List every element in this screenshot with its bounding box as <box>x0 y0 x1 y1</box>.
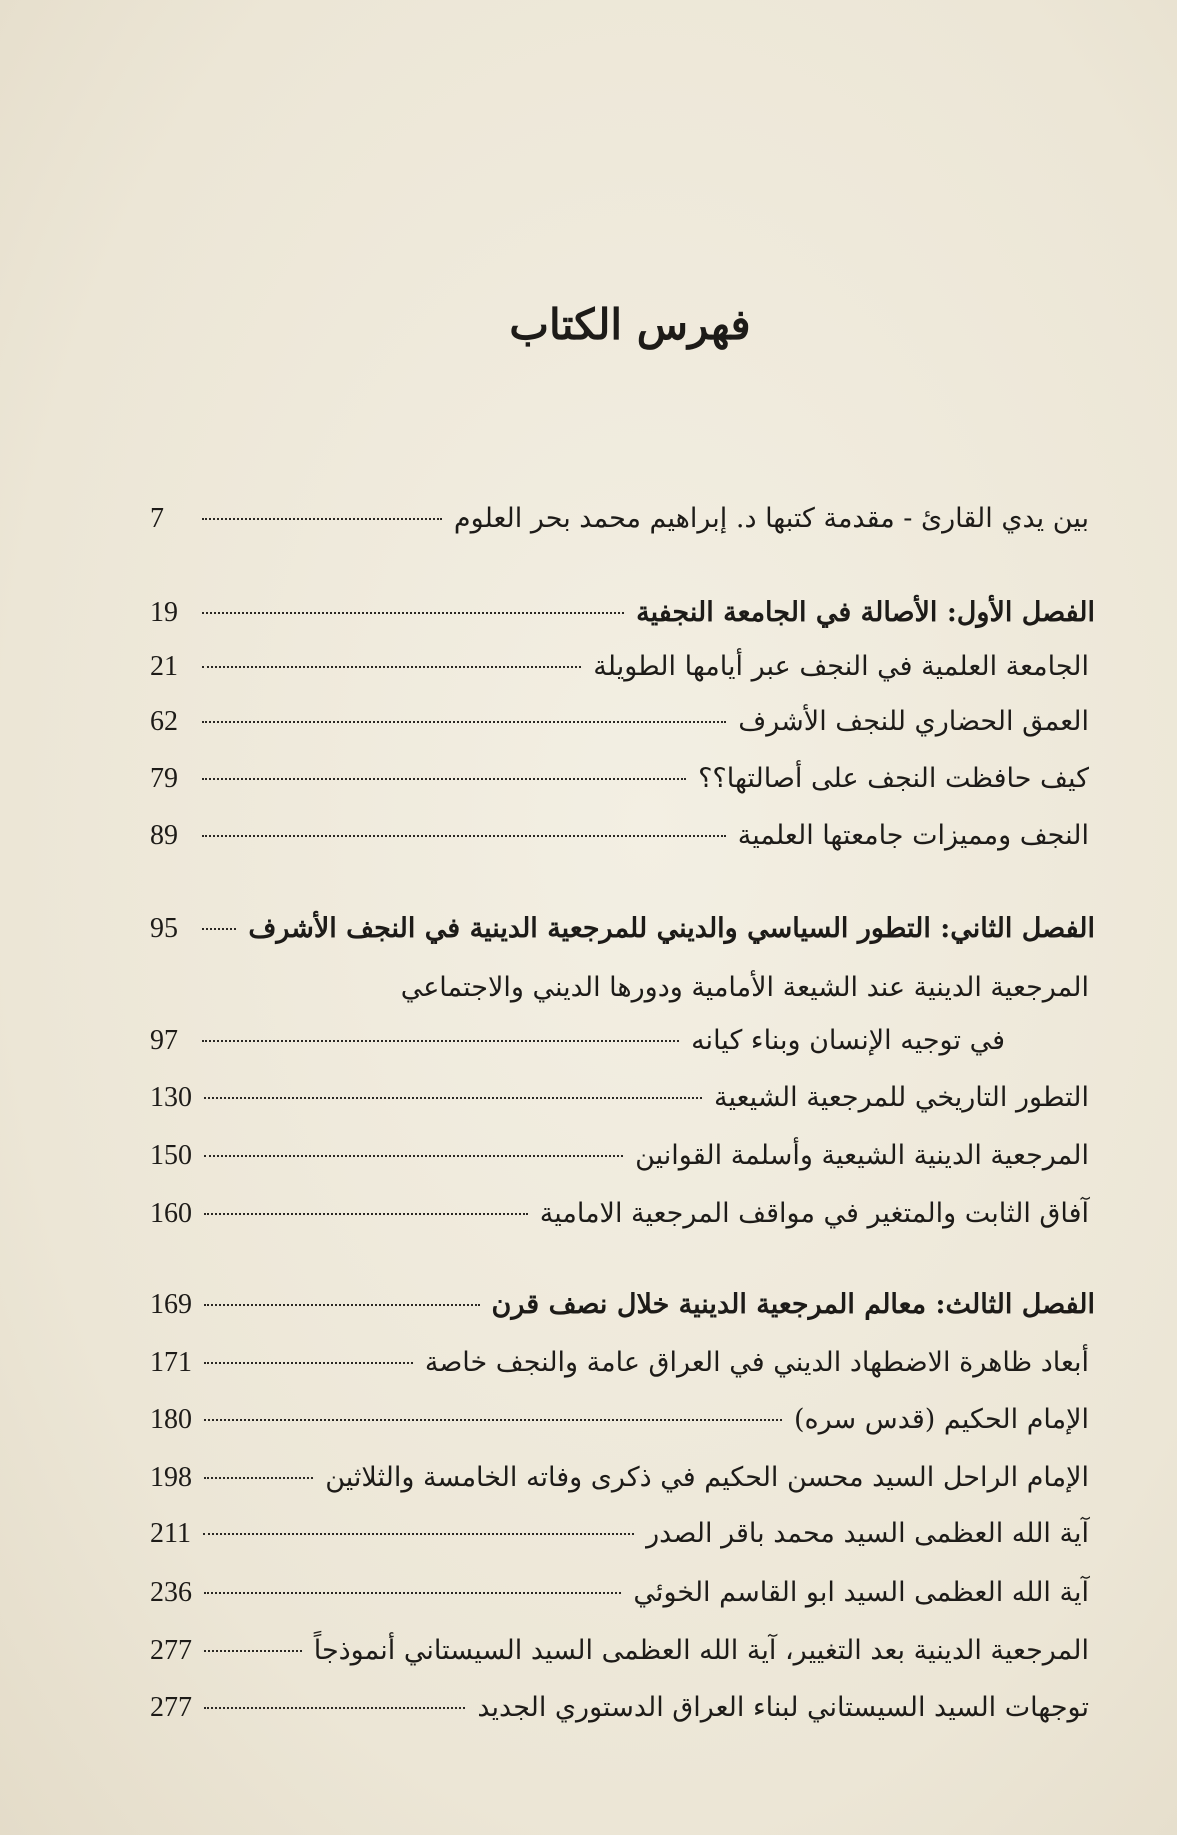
page-title: فهرس الكتاب <box>509 300 751 349</box>
dot-leader <box>204 1155 623 1157</box>
toc-entry-text: آية الله العظمى السيد محمد باقر الصدر <box>646 1518 1089 1549</box>
toc-entry <box>150 1571 1095 1615</box>
toc-page-number: 130 <box>150 1082 192 1113</box>
toc-entry <box>150 1629 1095 1673</box>
toc-page-number: 21 <box>150 651 178 682</box>
toc-page-number: 211 <box>150 1518 191 1549</box>
toc-entry <box>150 1512 1095 1556</box>
dot-leader <box>204 1304 480 1306</box>
toc-page-number: 236 <box>150 1577 192 1608</box>
dot-leader <box>202 721 726 723</box>
toc-entry <box>150 966 1095 1010</box>
chapter-prefix: الفصل الثاني: <box>930 913 1095 944</box>
dot-leader <box>204 1097 702 1099</box>
toc-entry <box>150 814 1095 858</box>
toc-chapter-entry <box>150 907 1095 951</box>
toc-entry-text: كيف حافظت النجف على أصالتها؟؟ <box>698 763 1089 794</box>
toc-chapter-label <box>492 1283 1095 1327</box>
dot-leader <box>202 778 686 780</box>
toc-entry <box>150 1076 1095 1120</box>
toc-chapter-label <box>636 591 1095 635</box>
toc-entry-text: بين يدي القارئ - مقدمة كتبها د. إبراهيم محمد بحر العلوم <box>453 503 1089 534</box>
toc-page-number: 198 <box>150 1462 192 1493</box>
chapter-title: التطور السياسي والديني للمرجعية الدينية في النجف الأشرف <box>248 913 931 944</box>
toc-page-number: 277 <box>150 1692 192 1723</box>
toc-entry <box>150 1134 1095 1178</box>
dot-leader <box>203 1533 634 1535</box>
toc-page-number: 79 <box>150 763 178 794</box>
toc-page-number: 160 <box>150 1198 192 1229</box>
toc-entry-text: المرجعية الدينية بعد التغيير، آية الله العظمى السيد السيستاني أنموذجاً <box>313 1635 1089 1666</box>
toc-entry <box>150 1686 1095 1730</box>
toc-chapter-label <box>248 907 1095 951</box>
toc-entry <box>150 497 1095 541</box>
toc-entry-text: المرجعية الدينية الشيعية وأسلمة القوانين <box>635 1140 1089 1171</box>
dot-leader <box>204 1650 302 1652</box>
toc-entry <box>150 757 1095 801</box>
toc-page-number: 97 <box>150 1025 178 1056</box>
toc-entry-text: أبعاد ظاهرة الاضطهاد الديني في العراق عامة والنجف خاصة <box>424 1347 1089 1378</box>
toc-page-number: 180 <box>150 1404 192 1435</box>
toc-entry-text: الإمام الراحل السيد محسن الحكيم في ذكرى وفاته الخامسة والثلاثين <box>325 1462 1089 1493</box>
chapter-prefix: الفصل الثالث: <box>926 1289 1095 1320</box>
dot-leader <box>204 1592 621 1594</box>
toc-entry-text: المرجعية الدينية عند الشيعة الأمامية ودورها الديني والاجتماعي <box>400 972 1089 1003</box>
dot-leader <box>204 1419 782 1421</box>
toc-entry-text: العمق الحضاري للنجف الأشرف <box>738 706 1089 737</box>
toc-page-number: 62 <box>150 706 178 737</box>
dot-leader <box>204 1707 465 1709</box>
dot-leader <box>202 612 624 614</box>
dot-leader <box>202 835 726 837</box>
dot-leader <box>202 928 236 930</box>
chapter-title: الأصالة في الجامعة النجفية <box>636 597 938 628</box>
toc-entry-text: الجامعة العلمية في النجف عبر أيامها الطويلة <box>593 651 1089 682</box>
toc-page-number: 277 <box>150 1635 192 1666</box>
toc-page-number: 19 <box>150 597 178 628</box>
chapter-title: معالم المرجعية الدينية خلال نصف قرن <box>491 1289 927 1320</box>
toc-chapter-entry <box>150 1283 1095 1327</box>
dot-leader <box>202 666 581 668</box>
toc-entry-text: في توجيه الإنسان وبناء كيانه <box>691 1025 1005 1056</box>
toc-page-number: 171 <box>150 1347 192 1378</box>
toc-page-number: 150 <box>150 1140 192 1171</box>
toc-page-number: 169 <box>150 1289 192 1320</box>
toc-entry <box>150 1019 1095 1063</box>
toc-entry <box>150 700 1095 744</box>
toc-entry <box>150 1341 1095 1385</box>
toc-entry <box>150 645 1095 689</box>
toc-page-number: 7 <box>150 503 164 534</box>
toc-page-number: 95 <box>150 913 178 944</box>
dot-leader <box>204 1477 313 1479</box>
toc-entry <box>150 1192 1095 1236</box>
dot-leader <box>202 1040 679 1042</box>
toc-chapter-entry <box>150 591 1095 635</box>
toc-entry-text: توجهات السيد السيستاني لبناء العراق الدستوري الجديد <box>477 1692 1089 1723</box>
dot-leader <box>202 518 442 520</box>
toc-page-number: 89 <box>150 820 178 851</box>
toc-entry <box>150 1398 1095 1442</box>
toc-entry-text: النجف ومميزات جامعتها العلمية <box>737 820 1089 851</box>
toc-entry-text: آية الله العظمى السيد ابو القاسم الخوئي <box>633 1577 1089 1608</box>
toc-entry-text: آفاق الثابت والمتغير في مواقف المرجعية الامامية <box>539 1198 1089 1229</box>
toc-entry <box>150 1456 1095 1500</box>
toc-entry-text: الإمام الحكيم (قدس سره) <box>793 1404 1089 1435</box>
dot-leader <box>204 1213 528 1215</box>
dot-leader <box>204 1362 413 1364</box>
toc-entry-text: التطور التاريخي للمرجعية الشيعية <box>714 1082 1089 1113</box>
chapter-prefix: الفصل الأول: <box>937 597 1095 628</box>
